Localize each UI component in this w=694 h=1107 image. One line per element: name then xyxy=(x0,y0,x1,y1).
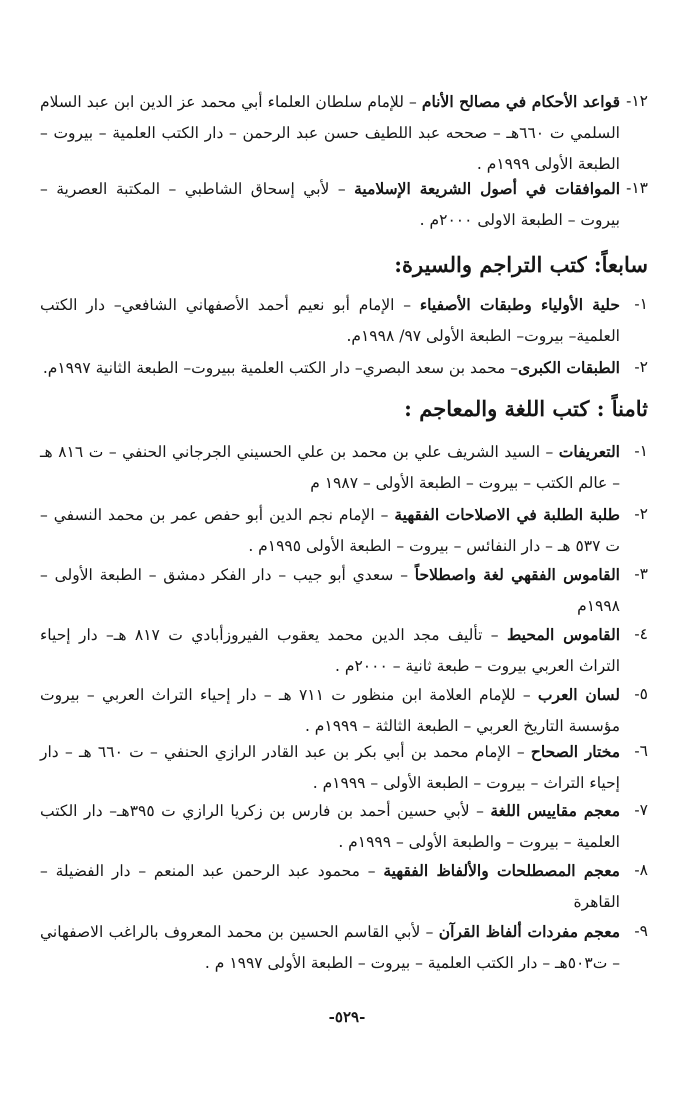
bibliography-entry xyxy=(40,436,648,499)
entry-number: ١٣- xyxy=(626,179,648,197)
bibliography-entry xyxy=(40,619,648,682)
entry-title: الموافقات في أصول الشريعة الإسلامية xyxy=(354,179,620,198)
entry-details: – للإمام سلطان العلماء أبي محمد عز الدين ابن عبد السلام السلمي ت ٦٦٠هـ – صححه عبد اللطيف حسن عبد الرحمن – دار الكتب العلمية – بيروت – الطبعة الأولى ١٩٩٩م . xyxy=(40,93,620,173)
entry-number: ٩- xyxy=(634,922,648,940)
entry-title: طلبة الطلبة في الاصلاحات الفقهية xyxy=(394,505,620,524)
entry-title: معجم مفردات ألفاظ القرآن xyxy=(438,922,620,941)
entry-title: حلية الأولياء وطبقات الأصفياء xyxy=(419,295,620,314)
entry-number: ٣- xyxy=(634,565,648,583)
entry-title: القاموس المحيط xyxy=(506,625,620,644)
entry-number: ١- xyxy=(634,295,648,313)
entry-title: قواعد الأحكام في مصالح الأنام xyxy=(421,92,621,111)
entry-number: ٢- xyxy=(634,505,648,523)
entry-number: ٤- xyxy=(634,625,648,643)
section-heading: ثامناً : كتب اللغة والمعاجم : xyxy=(404,396,648,421)
entry-details: – لأبي حسين أحمد بن فارس بن زكريا الرازي ت ٣٩٥هـ– دار الكتب العلمية – بيروت – والطبعة الأولى – ١٩٩٩م . xyxy=(40,802,620,851)
entry-title: القاموس الفقهي لغة واصطلاحاً xyxy=(414,565,620,584)
entry-number: ٦- xyxy=(634,742,648,760)
section-heading: سابعاً: كتب التراجم والسيرة: xyxy=(394,252,648,277)
entry-title: معجم المصطلحات والألفاظ الفقهية xyxy=(383,861,620,880)
entry-number: ٨- xyxy=(634,861,648,879)
page-number: -٥٢٩- xyxy=(328,1008,366,1026)
bibliography-entry xyxy=(40,736,648,799)
bibliography-entry xyxy=(40,855,648,918)
entry-details: – للإمام العلامة ابن منظور ت ٧١١ هـ – دار إحياء التراث العربي – بيروت مؤسسة التاريخ العربي – الطبعة الثالثة – ١٩٩٩م . xyxy=(40,686,620,735)
entry-number: ١- xyxy=(634,442,648,460)
entry-details: – سعدي أبو جيب – دار الفكر دمشق – الطبعة الأولى – ١٩٩٨م xyxy=(40,566,620,615)
entry-details: – الإمام محمد بن أبي بكر بن عبد القادر الرازي الحنفي – ت ٦٦٠ هـ – دار إحياء التراث – بيروت – الطبعة الأولى – ١٩٩٩م . xyxy=(40,743,620,792)
bibliography-entry xyxy=(40,86,648,180)
entry-title: التعريفات xyxy=(558,442,620,461)
entry-details: – لأبي القاسم الحسين بن محمد المعروف بالراغب الاصفهاني – ت٥٠٣هـ – دار الكتب العلمية – بيروت – الطبعة الأولى ١٩٩٧ م . xyxy=(40,923,620,972)
entry-title: لسان العرب xyxy=(537,685,620,704)
entry-title: مختار الصحاح xyxy=(530,742,621,761)
bibliography-entry xyxy=(40,916,648,979)
entry-details: – محمود عبد الرحمن عبد المنعم – دار الفضيلة – القاهرة xyxy=(40,862,620,911)
entry-number: ١٢- xyxy=(626,92,648,110)
bibliography-entry xyxy=(40,289,648,352)
entry-details: – السيد الشريف علي بن محمد بن علي الحسيني الجرجاني الحنفي – ت ٨١٦ هـ – عالم الكتب – بيروت – الطبعة الأولى – ١٩٨٧ م xyxy=(40,443,620,492)
bibliography-entry xyxy=(40,173,648,236)
entry-details: – لأبي إسحاق الشاطبي – المكتبة العصرية – بيروت – الطبعة الاولى ٢٠٠٠م . xyxy=(40,180,620,229)
entry-details: – محمد بن سعد البصري– دار الكتب العلمية ببيروت– الطبعة الثانية ١٩٩٧م. xyxy=(42,359,519,377)
entry-number: ٢- xyxy=(634,358,648,376)
bibliography-entry xyxy=(40,559,648,622)
entry-number: ٥- xyxy=(634,685,648,703)
entry-title: الطبقات الكبرى xyxy=(518,358,620,377)
bibliography-entry xyxy=(40,499,648,562)
bibliography-entry xyxy=(40,795,648,858)
entry-title: معجم مقاييس اللغة xyxy=(490,801,620,820)
bibliography-entry xyxy=(40,352,648,384)
entry-number: ٧- xyxy=(634,801,648,819)
entry-details: – الإمام نجم الدين أبو حفص عمر بن محمد النسفي – ت ٥٣٧ هـ – دار النفائس – بيروت – الطبعة الأولى ١٩٩٥م . xyxy=(40,506,620,555)
bibliography-entry xyxy=(40,679,648,742)
entry-details: – تأليف مجد الدين محمد يعقوب الفيروزأبادي ت ٨١٧ هـ– دار إحياء التراث العربي بيروت – طبعة ثانية – ٢٠٠٠م . xyxy=(40,626,620,675)
entry-details: – الإمام أبو نعيم أحمد الأصفهاني الشافعي– دار الكتب العلمية– بيروت– الطبعة الأولى ٩٧/ ١٩٩٨م. xyxy=(40,296,620,345)
